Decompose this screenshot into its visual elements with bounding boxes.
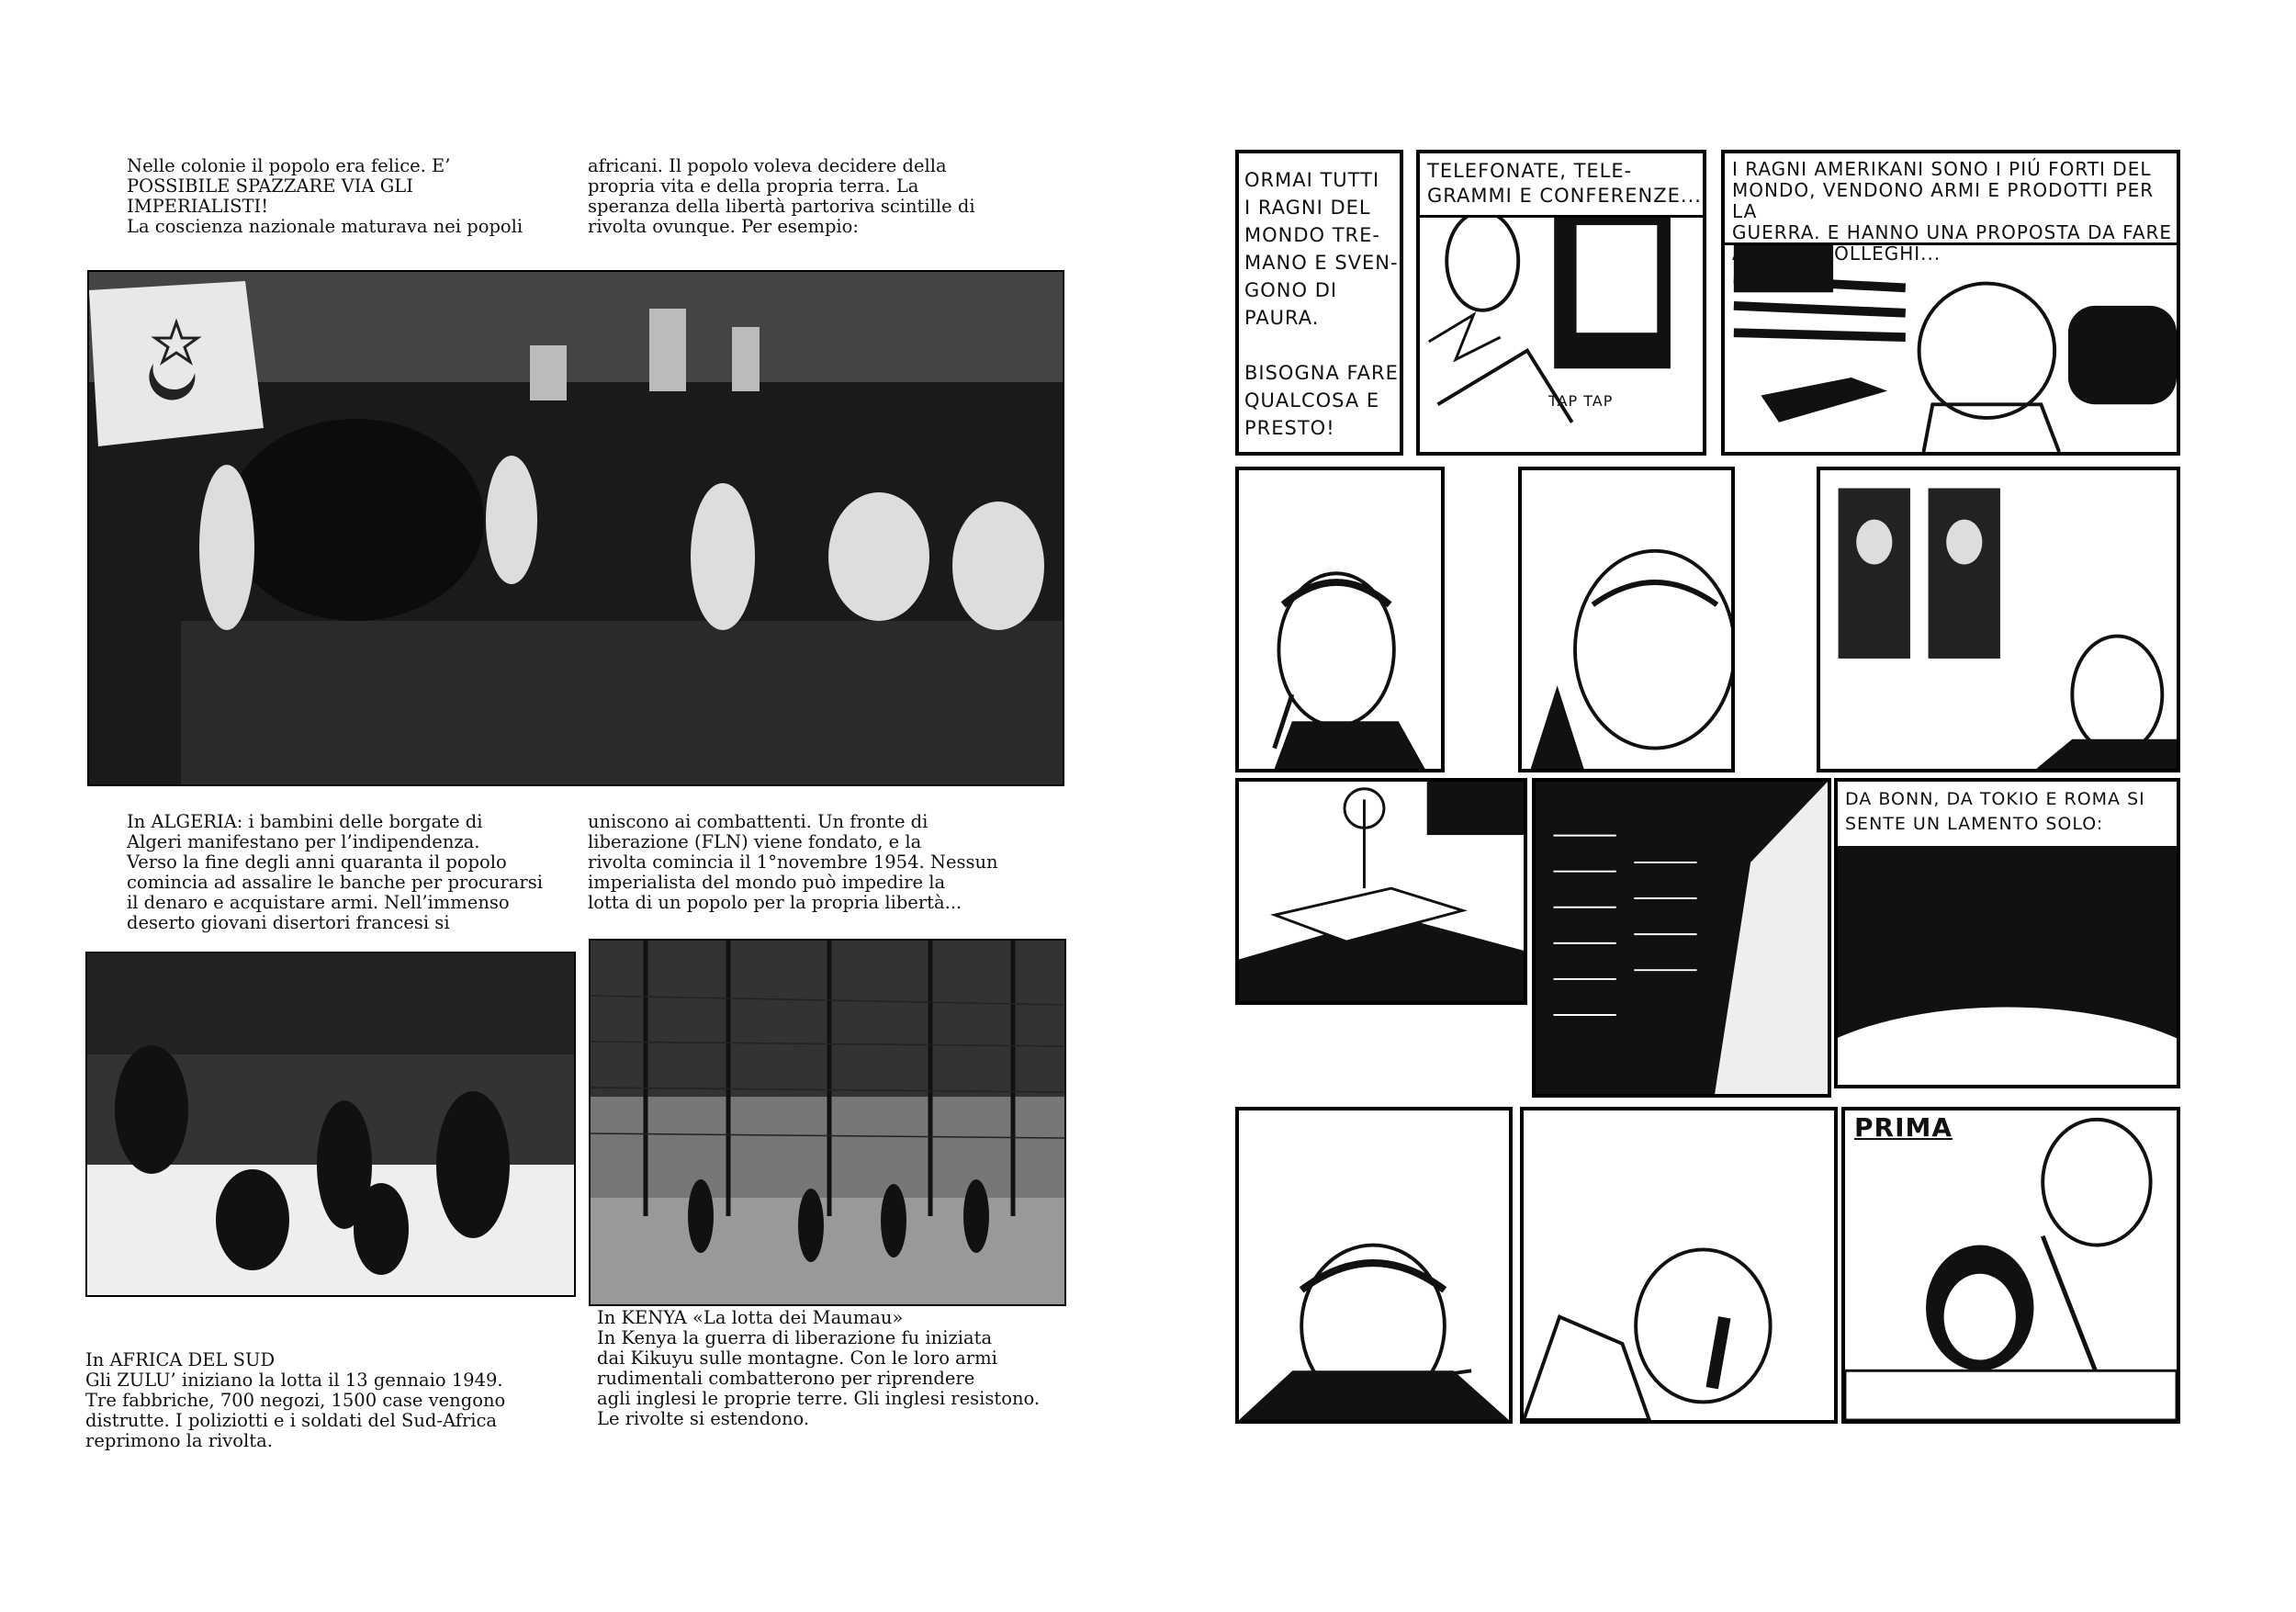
comic-panel-1-3: [1721, 150, 2180, 456]
comic-caption-3-3: DA BONN, DA TOKIO E ROMA SI SENTE UN LAMENTO SOLO:: [1838, 782, 2180, 846]
comic-panel-2-3: [1817, 467, 2180, 772]
intro-text-col2: africani. Il popolo voleva decidere della propria vita e della propria terra. La speranza della libertà partoriva scintille di rivolta ovunque. Per esempio:: [588, 155, 975, 237]
comic-panel-4-2: [1520, 1107, 1838, 1424]
kenya-text: In KENYA «La lotta dei Maumau» In Kenya la guerra di liberazione fu iniziata dai Kikuyu sulle montagne. Con le loro armi rudimentali combatterono per riprendere agli inglesi le proprie terre. Gli inglesi resistono. Le rivolte si estendono.: [597, 1307, 1041, 1429]
comic-panel-4-1: [1235, 1107, 1513, 1424]
comic-panel-1-2: [1416, 150, 1706, 456]
comic-panel-4-3: [1841, 1107, 2180, 1424]
algeria-photo: [87, 270, 1064, 786]
comic-panel-1-1: [1235, 150, 1403, 456]
comic-panel-2-1: [1235, 467, 1445, 772]
comic-caption-1-1: ORMAI TUTTI I RAGNI DEL MONDO TRE- MANO E SVEN- GONO DI PAURA. BISOGNA FARE QUALCOSA E PRESTO!: [1244, 169, 1399, 439]
comic-title-prima: PRIMA: [1854, 1112, 1953, 1143]
comic-panel-3-2: [1532, 778, 1831, 1098]
right-page: [1148, 0, 2296, 1612]
algeria-text-col1: In ALGERIA: i bambini delle borgate di Algeri manifestano per l’indipendenza. Verso la fine degli anni quaranta il popolo comincia ad assalire le banche per procurarsi il denaro e acquistare armi. Nell’immenso deserto giovani disertori francesi si: [127, 811, 543, 933]
south-africa-photo: [85, 952, 576, 1297]
south-africa-text: In AFRICA DEL SUD Gli ZULU’ iniziano la lotta il 13 gennaio 1949. Tre fabbriche, 700 negozi, 1500 case vengono distrutte. I poliziotti e i soldati del Sud-Africa reprimono la rivolta.: [85, 1349, 506, 1451]
comic-caption-1-3: I RAGNI AMERIKANI SONO I PIÚ FORTI DEL MONDO, VENDONO ARMI E PRODOTTI PER LA GUERRA. E HANNO UNA PROPOSTA DA FARE AI LORO COLLEGHI...: [1725, 153, 2180, 245]
intro-text-col1: Nelle colonie il popolo era felice. E’ POSSIBILE SPAZZARE VIA GLI IMPERIALISTI! La coscienza nazionale maturava nei popoli: [127, 155, 523, 237]
kenya-photo: [589, 939, 1066, 1306]
comic-panel-3-1: [1235, 778, 1527, 1005]
comic-panel-3-3: [1834, 778, 2180, 1088]
comic-caption-1-2: TELEFONATE, TELE- GRAMMI E CONFERENZE...: [1420, 153, 1706, 218]
comic-sfx-tap: TAP TAP: [1548, 392, 1614, 410]
algeria-text-col2: uniscono ai combattenti. Un fronte di liberazione (FLN) viene fondato, e la rivolta comincia il 1°novembre 1954. Nessun imperialista del mondo può impedire la lotta di un popolo per la propria libertà...: [588, 811, 998, 913]
comic-panel-2-2: [1518, 467, 1735, 772]
